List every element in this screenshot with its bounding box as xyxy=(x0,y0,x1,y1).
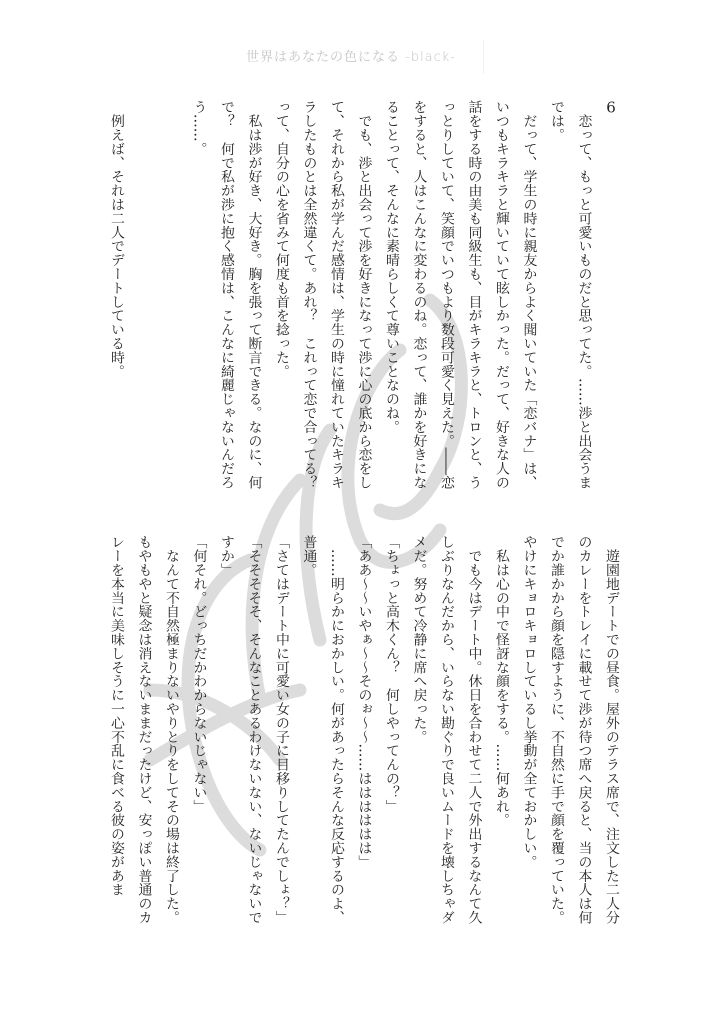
text-line: 「何それ。どっちだかわからないじゃない」 xyxy=(190,535,207,813)
text-line: のカレーをトレイに載せて渉が待つ席へ戻ると、当の本人は何 xyxy=(575,535,592,925)
lower-text-block xyxy=(102,535,625,935)
text-line: で？ 何で私が渉に抱く感情は、こんなに綺麗じゃないんだろ xyxy=(218,100,234,490)
text-line: メだ。努めて冷静に席へ戻った。 xyxy=(410,535,427,744)
blank-line xyxy=(157,100,185,500)
text-line: て、それから私が学んだ感情は、学生の時に憧れていたキラキ xyxy=(328,100,344,490)
text-line: レーを本当に美味しそうに一心不乱に食べる彼の姿があま xyxy=(108,535,124,897)
text-line: 例えば、それは二人でデートしている時。 xyxy=(108,100,124,378)
text-line: って、自分の心を省みて何度も首を捻った。 xyxy=(273,100,289,378)
header-divider xyxy=(483,40,484,74)
text-line: 普通。 xyxy=(300,535,317,577)
text-line: 私は渉が好き、大好き。胸を張って断言できる。なのに、何 xyxy=(245,100,262,490)
text-line: 「さてはデート中に可愛い女の子に目移りしてたんでしょ？」 xyxy=(273,535,289,925)
text-line: もやもやと疑念は消えないままだったけど、安っぽい普通のカ xyxy=(135,535,152,925)
text-line: やけにキョロキョロしているし挙動が全ておかしい。 xyxy=(520,535,537,869)
text-line: では。 xyxy=(548,100,564,142)
text-line: う……。 xyxy=(190,100,207,156)
running-header: 世界はあなたの色になる -black- xyxy=(246,50,457,65)
text-line: をすると、人はこんなに変わるのね。恋って、誰かを好きにな xyxy=(410,100,427,490)
text-line: でか誰かから顔を隠すように、不自然に手で顔を覆っていた。 xyxy=(548,535,564,925)
text-line: 恋って、もっと可愛いものだと思ってた。……渉と出会うま xyxy=(575,100,592,490)
text-line: 遊園地デートでの昼食。屋外のテラス席で、注文した二人分 xyxy=(603,535,619,925)
text-line: 「ああ～～いやぁ～～そのぉ～～……はははははは」 xyxy=(355,535,372,869)
text-line: でも今はデート中。休日を合わせて二人で外出するなんて久 xyxy=(465,535,482,925)
page-number: 6 xyxy=(606,100,616,115)
blank-line xyxy=(129,100,157,500)
text-line: 「そそそそそ、そんなことあるわけないない、ないじゃないで xyxy=(245,535,262,925)
text-line: いつもキラキラと輝いていて眩しかった。だって、好きな人の xyxy=(493,100,509,490)
text-line: 私は心の中で怪訝な顔をする。……何あれ。 xyxy=(493,535,509,827)
upper-text-block xyxy=(102,100,625,500)
text-line: ……明らかにおかしい。何があったらそんな反応するのよ、 xyxy=(328,535,344,925)
text-line: しぶりなんだから、いらない勘ぐりで良いムードを壊しちゃダ xyxy=(438,535,454,925)
text-line: ラしたものとは全然違くて。あれ？ これって恋で合ってる？ xyxy=(300,100,317,490)
text-line: なんて不自然極まりないやりとりをしてその場は終了した。 xyxy=(163,535,179,925)
text-line: 「ちょっと高木くん？ 何しやってんの？」 xyxy=(383,535,399,813)
text-line: だって、学生の時に親友からよく聞いていた「恋バナ」は、 xyxy=(520,100,537,490)
text-line: 話をする時の由美も同級生も、目がキラキラと、トロンと、う xyxy=(465,100,482,490)
text-line: っとりしていて、笑顔でいつもより数段可愛く見えた。――恋 xyxy=(438,100,454,490)
text-line: すか」 xyxy=(218,535,234,577)
text-line: ることって、そんなに素晴らしくて尊いことなのね。 xyxy=(383,100,399,434)
text-line: でも、渉と出会って渉を好きになって渉に心の底から恋をし xyxy=(355,100,372,490)
